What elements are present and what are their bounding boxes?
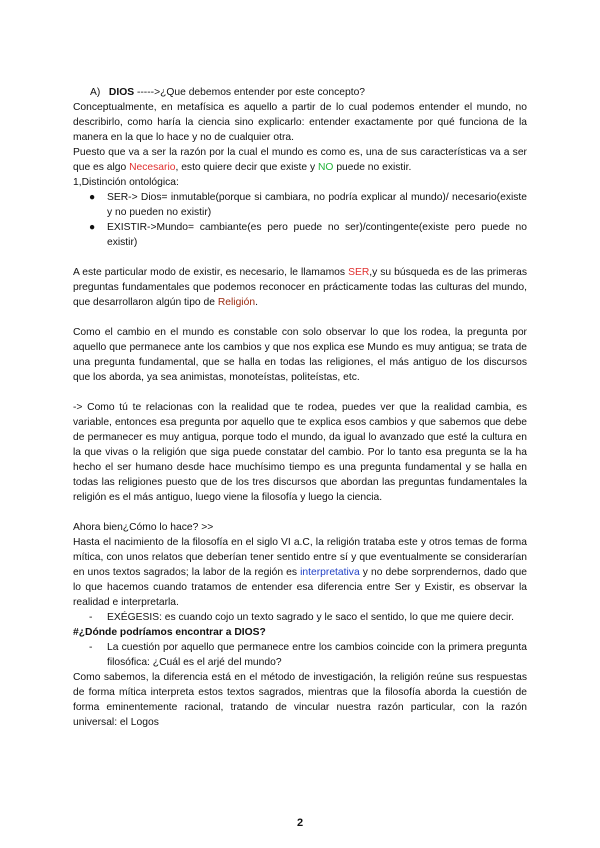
paragraph-filosofia: Hasta el nacimiento de la filosofía en el siglo VI a.C, la religión trataba este y otros temas de forma mítica, con unos relatos que deberían tener sentido entre sí y que eventualmente se considerarían en unos textos sagrados; la labor de la región es interpretativa y no debe sorprendernos, dado que lo que hacemos cuando tratamos de entender esa diferencia entre Ser y Existir, es observar la realidad e interpretarla. — [73, 537, 527, 608]
page-number: 2 — [296, 817, 304, 829]
como-lo-hace: Ahora bien¿Cómo lo hace? >> — [73, 522, 214, 533]
document-page — [73, 85, 527, 730]
donde-heading: #¿Dónde podríamos encontrar a DIOS? — [73, 627, 266, 638]
dash-icon: - — [89, 642, 93, 653]
dios-term: DIOS — [108, 87, 135, 98]
bullet-icon: ● — [89, 192, 96, 203]
list-item: - EXÉGESIS: es cuando cojo un texto sagrado y le saco el sentido, lo que me quiere decir. — [89, 612, 514, 623]
interpretativa-highlight: interpretativa — [300, 567, 360, 578]
distincion-list — [73, 190, 527, 250]
section-a-question: ----->¿Que debemos entender por este concepto? — [134, 87, 366, 98]
paragraph-ser: A este particular modo de existir, es necesario, le llamamos SER,y su búsqueda es de las primeras preguntas fundamentales que podemos reconocer en prácticamente todas las culturas del mundo, que desarrollaron algún tipo de Religión. — [73, 267, 527, 308]
paragraph-conceptualmente: Conceptualmente, en metafísica es aquello a partir de lo cual podemos entender el mundo, no describirlo, como haría la ciencia sino explicarlo: entender exactamente por qué funciona de la manera en la que lo hace y no de cualquier otra. — [73, 102, 527, 143]
section-a-label: A) — [90, 87, 101, 98]
ser-highlight: SER — [348, 267, 370, 278]
section-a-heading — [73, 85, 527, 100]
necesario-highlight: Necesario — [129, 162, 176, 173]
list-item: - La cuestión por aquello que permanece entre los cambios coincide con la primera pregunta filosófica: ¿Cuál es el arjé del mundo? — [89, 642, 527, 668]
bullet-icon: ● — [89, 222, 96, 233]
no-highlight: NO — [318, 162, 334, 173]
paragraph-cambio: Como el cambio en el mundo es constable con solo observar lo que los rodea, la pregunta por aquello que permanece ante los cambios y que nos explica ese Mundo es muy antigua; se trata de una pregunta fundamental, que se halla en todas las religiones, el más antiguo de los discursos que los aborda, ya sea animistas, monoteístas, politeístas, etc. — [73, 327, 527, 383]
list-item: ● SER-> Dios= inmutable(porque si cambiara, no podría explicar al mundo)/ necesario(existe y no pueden no existir) — [89, 192, 527, 218]
religion-highlight: Religión — [217, 297, 256, 308]
cuestion-list — [73, 640, 527, 670]
paragraph-necesario: Puesto que va a ser la razón por la cual el mundo es como es, una de sus características va a ser que es algo Necesario, esto quiere decir que existe y NO puede no existir. — [73, 147, 527, 173]
paragraph-realidad: -> Como tú te relacionas con la realidad que te rodea, puedes ver que la realidad cambia, es variable, entonces esa pregunta por aquello que te explica esos cambios y que sabemos que debe de permanecer es muy antigua, porque todo el mundo, da igual lo avanzado que esté la cultura en la que vivas o la religión que siga puede constatar del cambio. Por lo tanto esa pregunta se la ha hecho el ser humano desde hace muchísimo tiempo es una pregunta fundamental y se halla en todas las religiones puesto que de los tres discursos que abordan las preguntas fundamentales la religión es el más antiguo, luego viene la filosofía y luego la ciencia. — [73, 402, 527, 503]
paragraph-metodo: Como sabemos, la diferencia está en el método de investigación, la religión reúne sus respuestas de forma mítica interpreta estos textos sagrados, mientras que la filosofía aborda la cuestión de forma eminentemente racional, tratando de vincular nuestra razón particular, con la razón universal: el Logos — [73, 672, 527, 728]
distincion-title: 1,Distinción ontológica: — [73, 177, 179, 188]
list-item: ● EXISTIR->Mundo= cambiante(es pero puede no ser)/contingente(existe pero puede no existir) — [89, 222, 527, 248]
exegesis-list — [73, 610, 527, 625]
dash-icon: - — [89, 612, 93, 623]
